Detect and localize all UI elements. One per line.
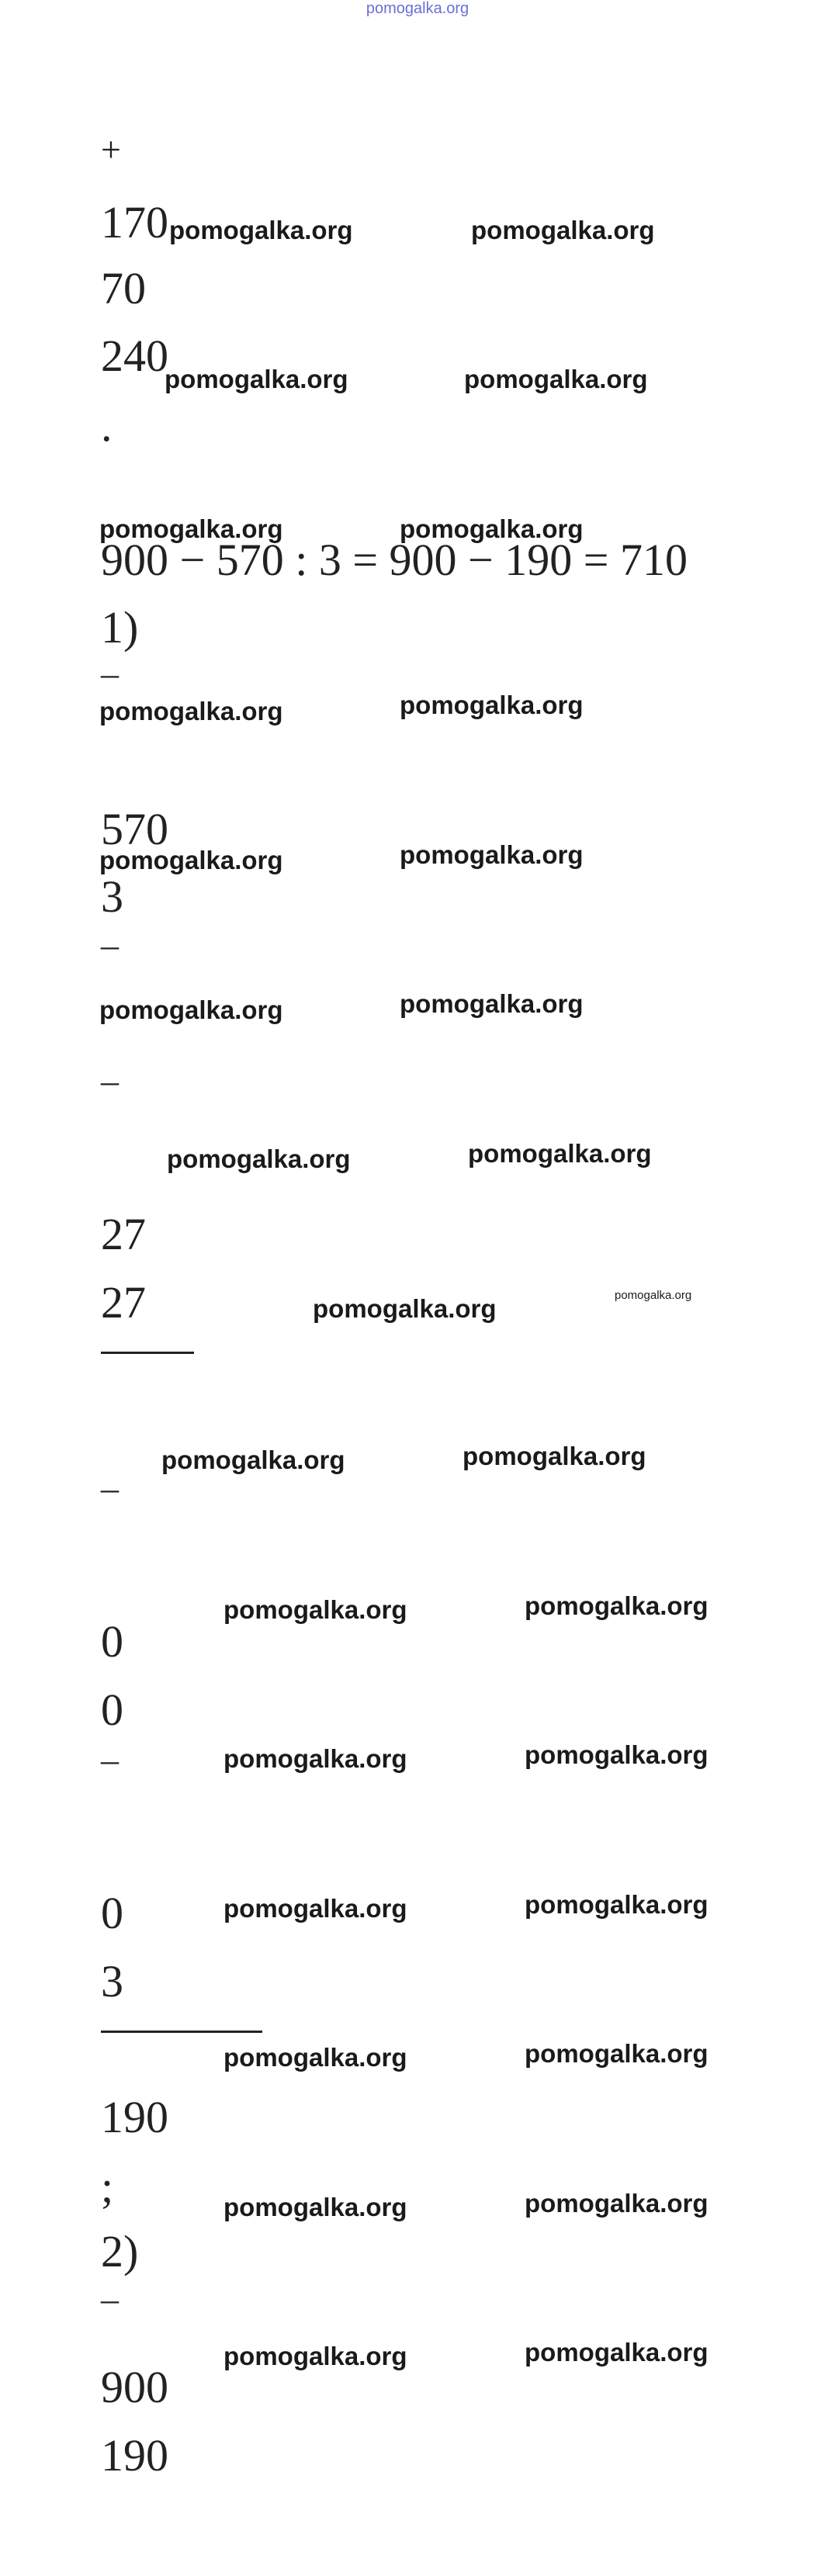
semicolon: ; bbox=[101, 2162, 114, 2212]
number-900: 900 bbox=[101, 2362, 168, 2412]
minus-sign: – bbox=[101, 1740, 119, 1779]
minus-sign: – bbox=[101, 1061, 119, 1100]
watermark: pomogalka.org bbox=[525, 1740, 709, 1769]
number-190: 190 bbox=[101, 2430, 168, 2481]
watermark: pomogalka.org bbox=[525, 2189, 709, 2218]
watermark: pomogalka.org bbox=[165, 365, 348, 393]
watermark: pomogalka.org bbox=[525, 1591, 709, 1620]
watermark: pomogalka.org bbox=[99, 846, 283, 874]
number-190: 190 bbox=[101, 2092, 168, 2142]
watermark: pomogalka.org bbox=[99, 514, 283, 543]
step-1-label: 1) bbox=[101, 602, 139, 653]
minus-sign: – bbox=[101, 2279, 119, 2318]
step-2-label: 2) bbox=[101, 2226, 139, 2277]
minus-sign: – bbox=[101, 925, 119, 964]
number-27: 27 bbox=[101, 1209, 146, 1259]
watermark: pomogalka.org bbox=[463, 1442, 646, 1470]
watermark: pomogalka.org bbox=[223, 1744, 407, 1773]
watermark: pomogalka.org bbox=[223, 2342, 407, 2370]
watermark: pomogalka.org bbox=[615, 1289, 692, 1302]
period: . bbox=[101, 400, 113, 451]
watermark: pomogalka.org bbox=[468, 1139, 652, 1168]
number-170: 170 bbox=[101, 197, 168, 248]
division-rule bbox=[101, 1352, 194, 1354]
watermark: pomogalka.org bbox=[223, 1595, 407, 1624]
number-570: 570 bbox=[101, 804, 168, 854]
watermark: pomogalka.org bbox=[99, 697, 283, 725]
equation-line: 900 − 570 : 3 = 900 − 190 = 710 bbox=[101, 535, 688, 585]
number-70: 70 bbox=[101, 263, 146, 313]
watermark: pomogalka.org bbox=[223, 2193, 407, 2221]
watermark: pomogalka.org bbox=[464, 365, 648, 393]
watermark: pomogalka.org bbox=[161, 1446, 345, 1474]
number-3: 3 bbox=[101, 1956, 123, 2006]
watermark: pomogalka.org bbox=[169, 216, 353, 244]
watermark: pomogalka.org bbox=[525, 2338, 709, 2367]
number-3: 3 bbox=[101, 871, 123, 922]
watermark: pomogalka.org bbox=[525, 2039, 709, 2068]
watermark: pomogalka.org bbox=[99, 995, 283, 1024]
watermark: pomogalka.org bbox=[400, 989, 584, 1018]
watermark: pomogalka.org bbox=[223, 2043, 407, 2072]
watermark: pomogalka.org bbox=[167, 1144, 351, 1173]
watermark: pomogalka.org bbox=[400, 691, 584, 719]
number-0: 0 bbox=[101, 1684, 123, 1735]
watermark: pomogalka.org bbox=[223, 1894, 407, 1923]
minus-sign: – bbox=[101, 653, 119, 693]
number-0: 0 bbox=[101, 1888, 123, 1938]
header-watermark: pomogalka.org bbox=[366, 0, 469, 17]
watermark: pomogalka.org bbox=[471, 216, 655, 244]
watermark: pomogalka.org bbox=[400, 840, 584, 869]
minus-sign: – bbox=[101, 1468, 119, 1508]
number-240: 240 bbox=[101, 331, 168, 381]
watermark: pomogalka.org bbox=[400, 514, 584, 543]
division-rule bbox=[101, 2031, 262, 2033]
number-27: 27 bbox=[101, 1277, 146, 1328]
watermark: pomogalka.org bbox=[313, 1294, 497, 1323]
plus-sign: + bbox=[101, 130, 121, 169]
number-0: 0 bbox=[101, 1616, 123, 1667]
watermark: pomogalka.org bbox=[525, 1890, 709, 1919]
